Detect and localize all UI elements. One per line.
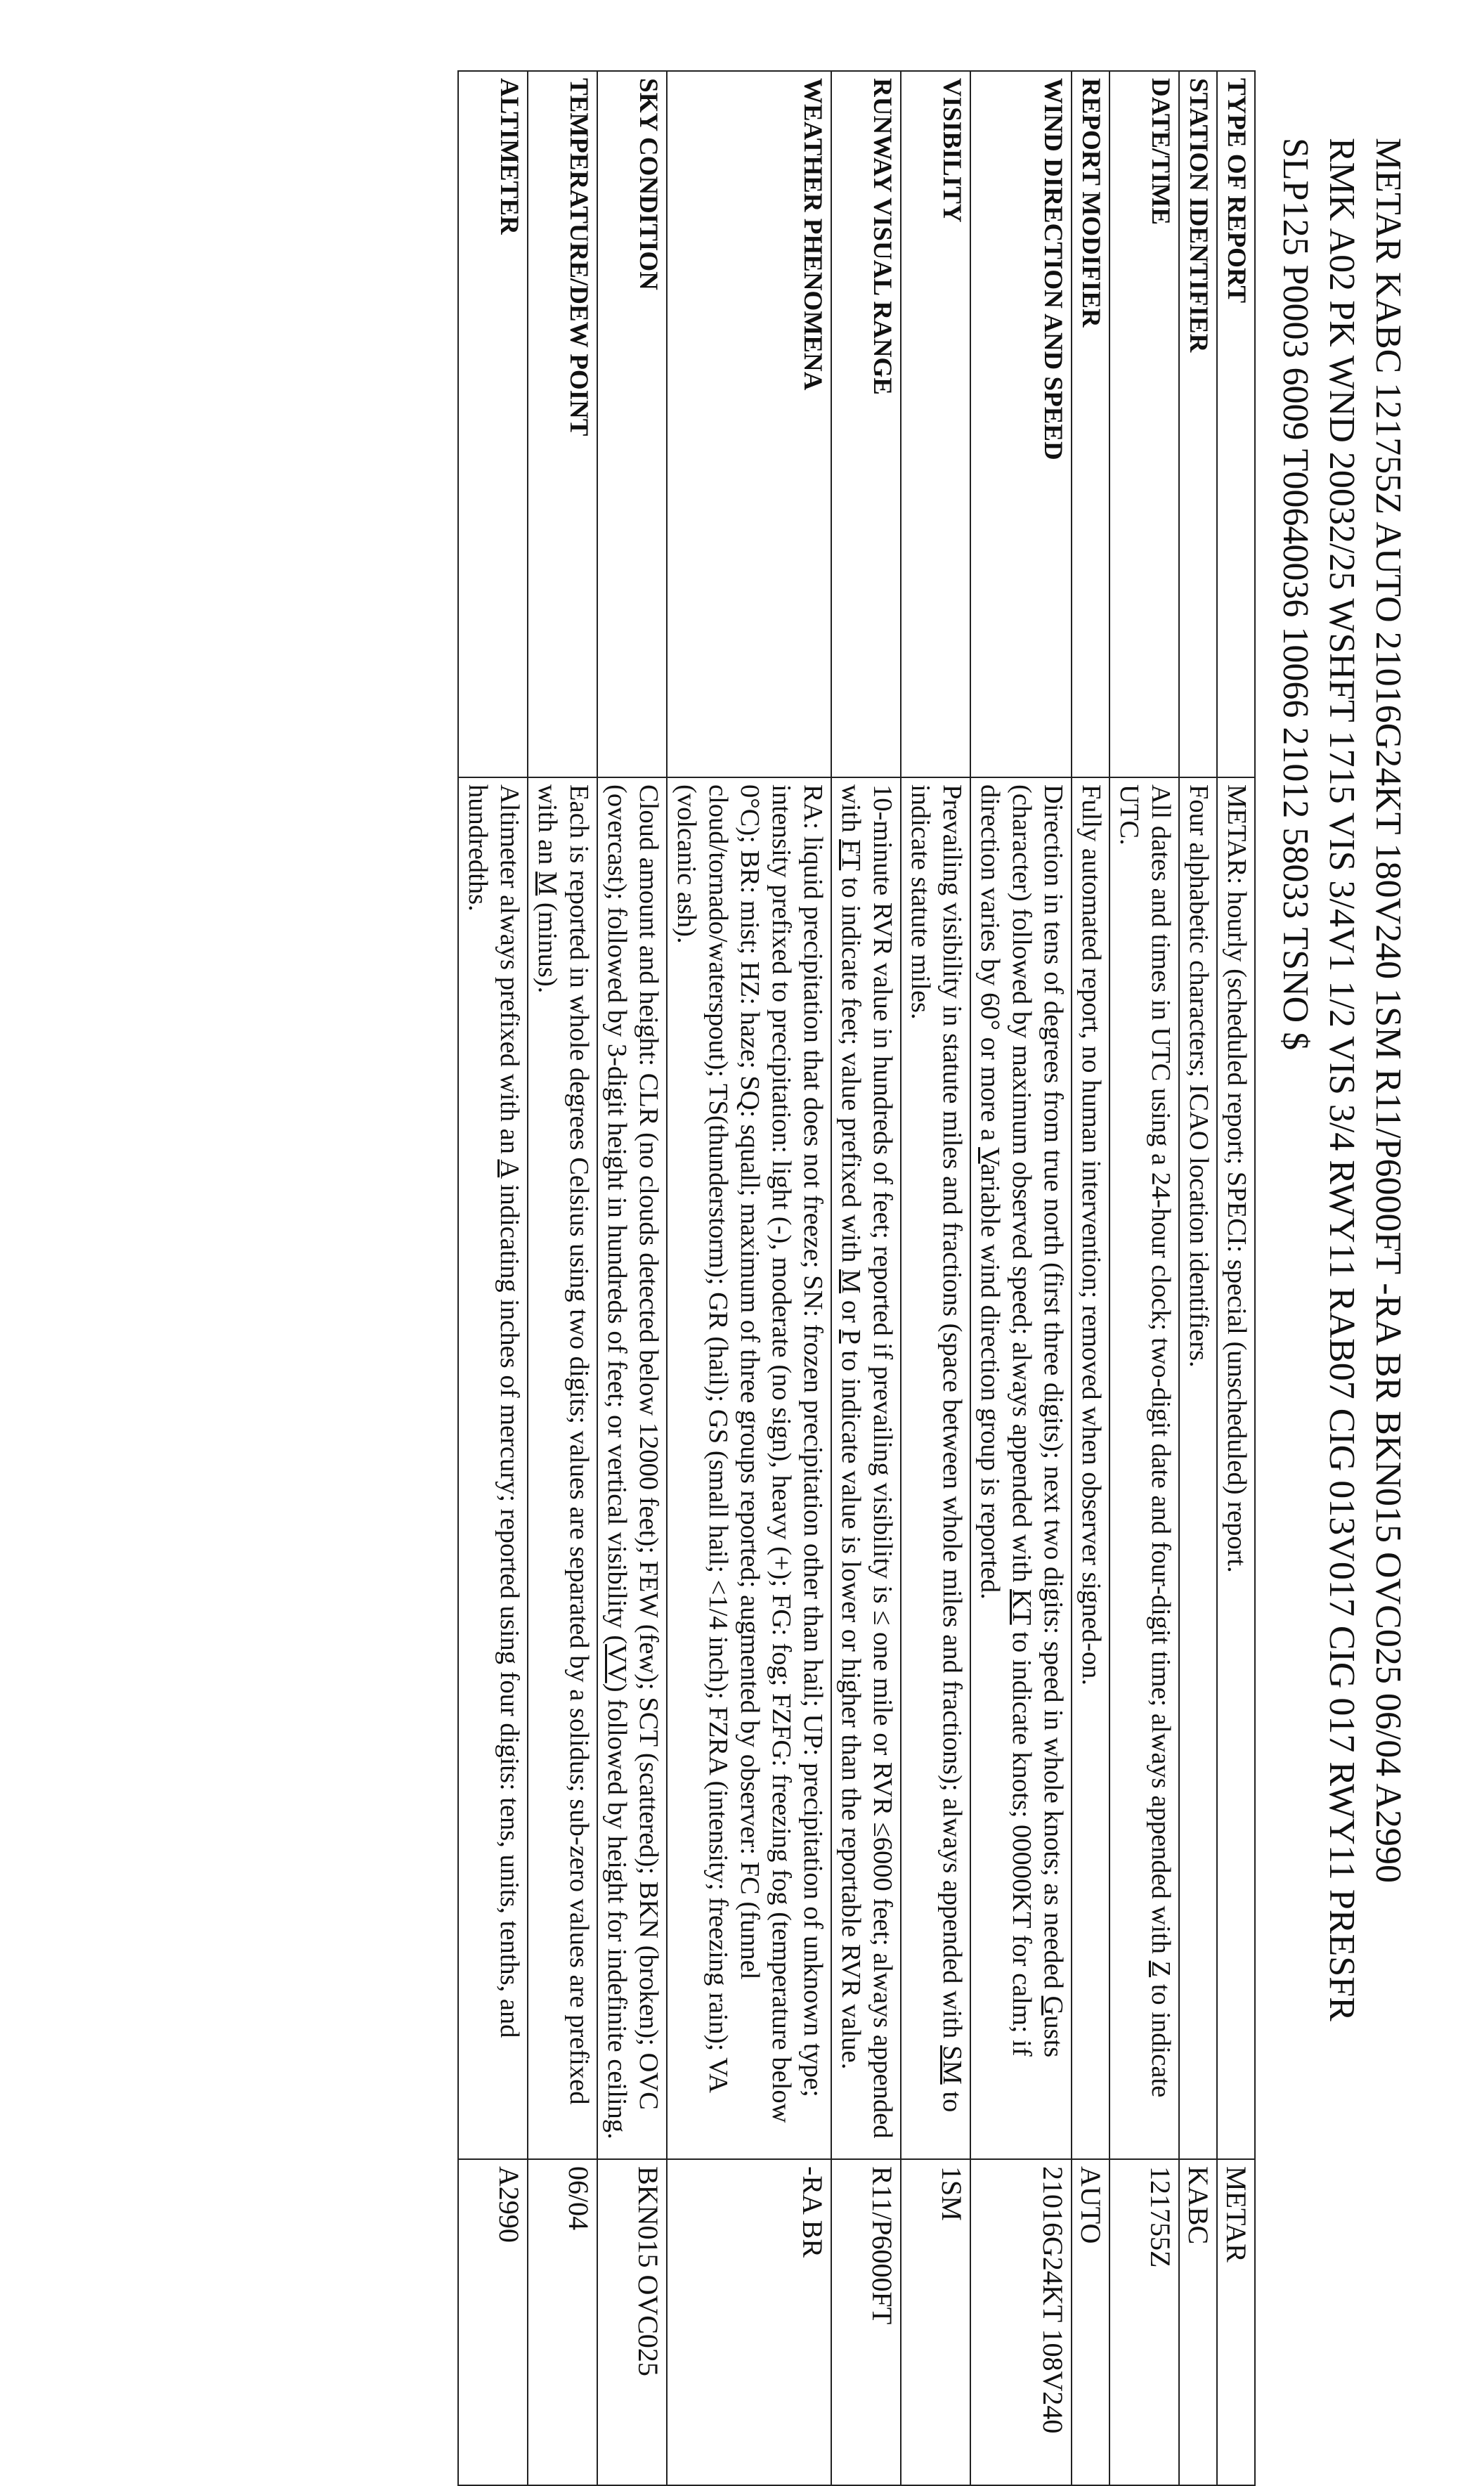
- element-name-cell: WIND DIRECTION AND SPEED: [970, 71, 1072, 777]
- underlined-text: SM: [937, 2045, 967, 2085]
- description-text: Direction in tens of degrees from true north (first three digits); next two digits: speed in whole knots; as needed: [1039, 784, 1068, 1996]
- description-text: or: [836, 1293, 866, 1330]
- description-text: ariable wind direction group is reported.: [975, 1163, 1005, 1600]
- element-name-cell: REPORT MODIFIER: [1072, 71, 1109, 777]
- element-name-cell: WEATHER PHENOMENA: [667, 71, 831, 777]
- example-value-cell: R11/P6000FT: [831, 2159, 901, 2485]
- description-text: ) followed by height for indefinite ceiling.: [602, 1683, 632, 2139]
- description-text: to indicate feet; value prefixed with: [836, 870, 866, 1269]
- underlined-text: KT: [1007, 1588, 1036, 1625]
- underlined-text: V: [975, 1147, 1005, 1164]
- description-text: (minus).: [533, 895, 562, 994]
- description-text: METAR: hourly (scheduled report; SPECI: special (unscheduled) report.: [1222, 784, 1251, 1573]
- underlined-text: A: [495, 1159, 524, 1178]
- underlined-text: P: [836, 1329, 866, 1344]
- description-cell: [1179, 777, 1217, 2159]
- decode-table-body: [458, 71, 1255, 2485]
- underlined-text: M: [533, 872, 562, 896]
- table-row: [528, 71, 597, 2485]
- element-name-cell: ALTIMETER: [458, 71, 528, 777]
- table-row: [597, 71, 667, 2485]
- element-name-cell: RUNWAY VISUAL RANGE: [831, 71, 901, 777]
- underlined-text: G: [1039, 1995, 1068, 2016]
- example-value-cell: KABC: [1179, 2159, 1217, 2485]
- description-text: Prevailing visibility in statute miles and fractions (space between whole miles and fractions); always appended with: [937, 784, 967, 2046]
- underlined-text: Z: [1146, 1960, 1176, 1978]
- element-name-cell: SKY CONDITION: [597, 71, 667, 777]
- description-text: to indicate knots; 00000KT for calm; if direction varies by 60° or more a: [975, 784, 1036, 2057]
- example-value-cell: 21016G24KT 108V240: [970, 2159, 1072, 2485]
- table-row: [831, 71, 901, 2485]
- description-cell: [458, 777, 528, 2159]
- metar-line: SLP125 P0003 6009 T00640036 10066 21012 58033 TSNO $: [1275, 138, 1315, 1051]
- description-cell: [970, 777, 1072, 2159]
- example-value-cell: -RA BR: [667, 2159, 831, 2485]
- element-name-cell: STATION IDENTIFIER: [1179, 71, 1217, 777]
- description-text: usts (character) followed by maximum observed speed; always appended with: [1007, 784, 1068, 2058]
- description-text: to indicate value is lower or higher than the reportable RVR value.: [836, 1343, 866, 2070]
- table-row: [1109, 71, 1179, 2485]
- description-text: All dates and times in UTC using a 24-hour clock; two-digit date and four-digit time; always appended with: [1146, 784, 1176, 1961]
- description-cell: [831, 777, 901, 2159]
- underlined-text: FT: [836, 839, 866, 871]
- example-value-cell: 121755Z: [1109, 2159, 1179, 2485]
- description-text: Fully automated report, no human intervention; removed when observer signed-on.: [1076, 784, 1106, 1685]
- example-value-cell: 06/04: [528, 2159, 597, 2485]
- description-text: Altimeter always prefixed with an: [495, 784, 524, 1160]
- description-text: Each is reported in whole degrees Celsius using two digits; values are separated by a solidus; sub-zero values are prefixed with an: [533, 784, 594, 2105]
- description-text: indicating inches of mercury; reported using four digits: tens, units, tenths, and hundredths.: [463, 784, 524, 2038]
- example-value-cell: A2990: [458, 2159, 528, 2485]
- description-text: RA: liquid precipitation that does not freeze; SN: frozen precipitation other than hail; UP: precipitation of unknown type; intensity prefixed to precipitation: light (-), moderate (no sign), heavy (+); FG: fog; FZFG: freezing fog (temperature below 0°C); BR: mist; HZ: haze; SQ: squall; maximum of three groups reported; augmented by observer: FC (funnel cloud/tornado/waterspout); TS(thunderstorm); GR (hail); GS (small hail; <1/4 inch); FZRA (intensity; freezing rain); VA (volcanic ash).: [672, 784, 828, 2123]
- description-cell: [667, 777, 831, 2159]
- description-cell: [1217, 777, 1255, 2159]
- description-text: to indicate UTC.: [1114, 784, 1176, 2098]
- underlined-text: VV: [602, 1644, 632, 1683]
- table-row: [1179, 71, 1217, 2485]
- table-row: [1217, 71, 1255, 2485]
- metar-report-text: [1272, 138, 1411, 2429]
- description-text: to indicate statute miles.: [906, 784, 967, 2113]
- example-value-cell: BKN015 OVC025: [597, 2159, 667, 2485]
- description-cell: [1109, 777, 1179, 2159]
- description-text: Cloud amount and height: CLR (no clouds detected below 12000 feet); FEW (few); SCT (scattered); BKN (broken); OVC (overcast); followed by 3-digit height in hundreds of feet; or vertical visibility (: [602, 784, 663, 2110]
- table-row: [970, 71, 1072, 2485]
- underlined-text: M: [836, 1269, 866, 1294]
- table-row: [1072, 71, 1109, 2485]
- element-name-cell: TYPE OF REPORT: [1217, 71, 1255, 777]
- example-value-cell: AUTO: [1072, 2159, 1109, 2485]
- element-name-cell: VISIBILITY: [901, 71, 970, 777]
- table-row: [458, 71, 528, 2485]
- table-row: [901, 71, 970, 2485]
- metar-decode-table: [457, 70, 1256, 2486]
- example-value-cell: 1SM: [901, 2159, 970, 2485]
- metar-line: METAR KABC 121755Z AUTO 21016G24KT 180V240 1SM R11/P6000FT -RA BR BKN015 OVC025 06/04 A2990: [1368, 138, 1408, 1883]
- element-name-cell: DATE/TIME: [1109, 71, 1179, 777]
- example-value-cell: METAR: [1217, 2159, 1255, 2485]
- table-row: [667, 71, 831, 2485]
- description-text: Four alphabetic characters; ICAO location identifiers.: [1184, 784, 1213, 1368]
- description-cell: [1072, 777, 1109, 2159]
- element-name-cell: TEMPERATURE/DEW POINT: [528, 71, 597, 777]
- metar-line: RMK A02 PK WND 20032/25 WSHFT 1715 VIS 3/4V1 1/2 VIS 3/4 RWY11 RAB07 CIG 013V017 CIG 017 RWY11 PRESFR: [1322, 138, 1362, 2021]
- description-cell: [528, 777, 597, 2159]
- description-text: 10-minute RVR value in hundreds of feet; reported if prevailing visibility is ≤ one mile or RVR ≤6000 feet; always appended with: [836, 784, 897, 2139]
- description-cell: [597, 777, 667, 2159]
- description-cell: [901, 777, 970, 2159]
